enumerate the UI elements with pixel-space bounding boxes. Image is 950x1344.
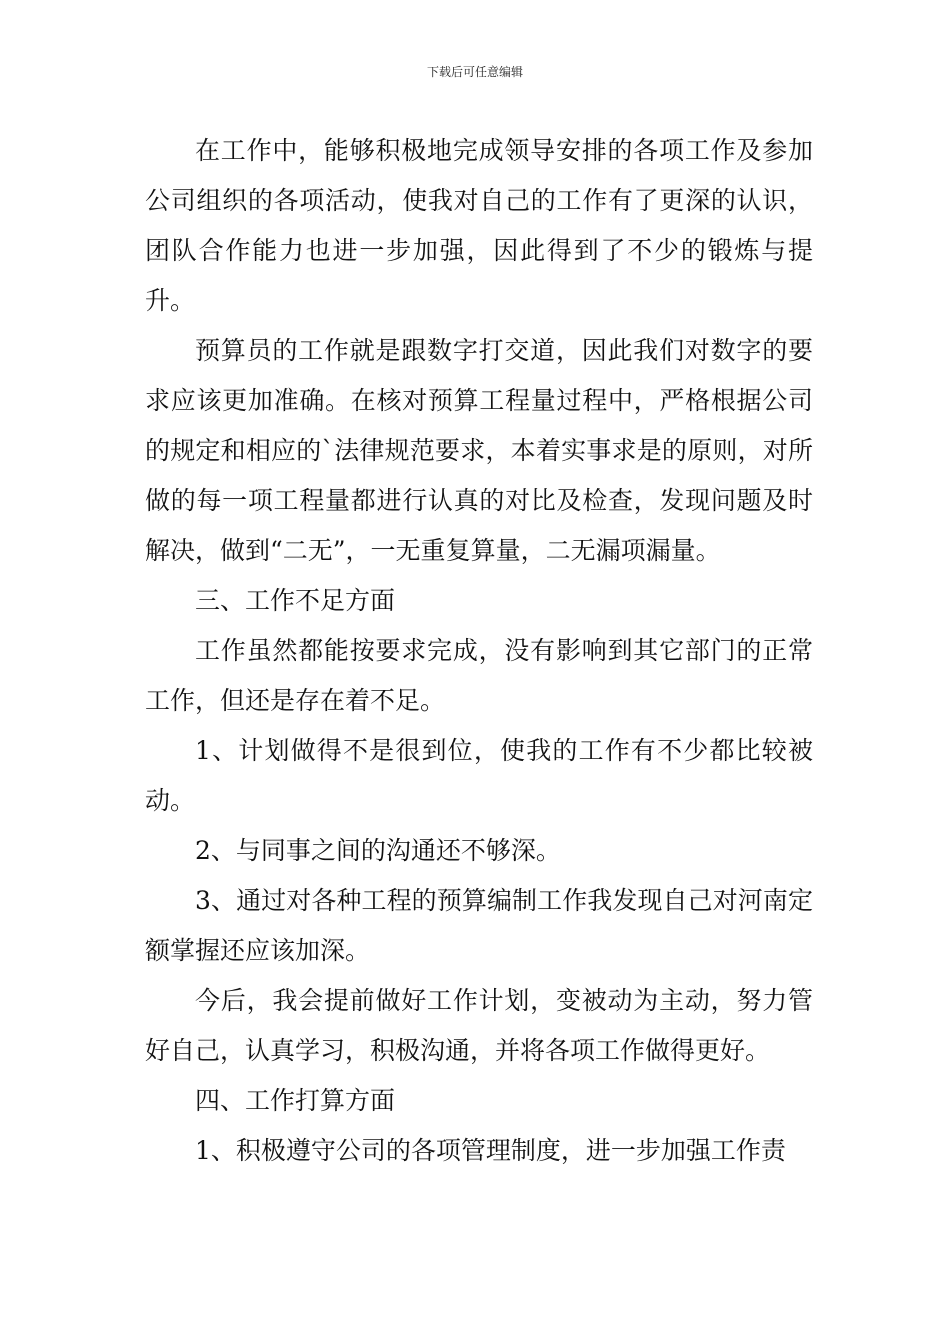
page-header: 下载后可任意编辑 — [426, 65, 523, 79]
list-item: 1、积极遵守公司的各项管理制度，进一步加强工作责 — [195, 1136, 786, 1165]
paragraph: 今后，我会提前做好工作计划，变被动为主动，努力管好自己，认真学习，积极沟通，并将各项工作做得更好。 — [145, 986, 813, 1065]
section-heading: 三、工作不足方面 — [195, 586, 396, 615]
paragraph: 工作虽然都能按要求完成，没有影响到其它部门的正常工作，但还是存在着不足。 — [145, 636, 813, 715]
document-body — [145, 126, 813, 1176]
paragraph: 在工作中，能够积极地完成领导安排的各项工作及参加公司组织的各项活动，使我对自己的工作有了更深的认识，团队合作能力也进一步加强，因此得到了不少的锻炼与提升。 — [145, 136, 813, 315]
list-item: 2、与同事之间的沟通还不够深。 — [195, 836, 561, 865]
list-item: 3、通过对各种工程的预算编制工作我发现自己对河南定额掌握还应该加深。 — [145, 886, 813, 965]
paragraph: 预算员的工作就是跟数字打交道，因此我们对数字的要求应该更加准确。在核对预算工程量过程中，严格根据公司的规定和相应的`法律规范要求，本着实事求是的原则，对所做的每一项工程量都进行认真的对比及检查，发现问题及时解决，做到“二无”，一无重复算量，二无漏项漏量。 — [145, 336, 813, 565]
list-item: 1、计划做得不是很到位，使我的工作有不少都比较被动。 — [145, 736, 813, 815]
section-heading: 四、工作打算方面 — [195, 1086, 396, 1115]
